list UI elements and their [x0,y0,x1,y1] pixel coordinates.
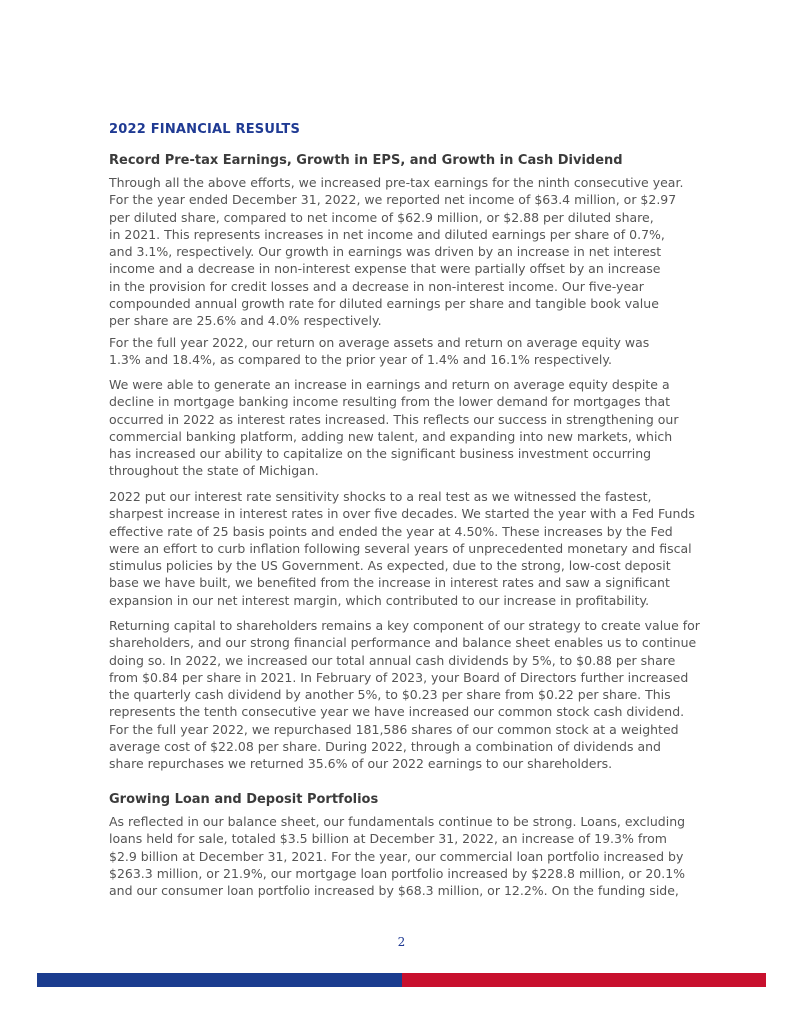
text-line: 1.3% and 18.4%, as compared to the prior year of 1.4% and 16.1% respectively. [109,352,612,368]
subhead-earnings: Record Pre-tax Earnings, Growth in EPS, and Growth in Cash Dividend [109,153,623,168]
text-line: effective rate of 25 basis points and ended the year at 4.50%. These increases by the Fed [109,523,673,539]
text-line: expansion in our net interest margin, which contributed to our increase in profitability. [109,592,650,608]
text-line: average cost of $22.08 per share. During 2022, through a combination of dividends and [109,739,661,755]
text-line: and our consumer loan portfolio increased by $68.3 million, or 12.2%. On the funding side, [109,883,679,899]
paragraph-returns [109,334,694,369]
text-line: compounded annual growth rate for diluted earnings per share and tangible book value [109,296,659,312]
text-line: loans held for sale, totaled $3.5 billion at December 31, 2022, an increase of 19.3% from [109,831,667,847]
text-line: base we have built, we benefited from the increase in interest rates and saw a significant [109,575,670,591]
text-line: doing so. In 2022, we increased our total annual cash dividends by 5%, to $0.88 per share [109,652,676,668]
text-line: occurred in 2022 as interest rates increased. This reflects our success in strengthening our [109,411,679,427]
text-line: per diluted share, compared to net income of $62.9 million, or $2.88 per diluted share, [109,209,654,225]
text-line: per share are 25.6% and 4.0% respectively. [109,313,382,329]
text-line: 2022 put our interest rate sensitivity shocks to a real test as we witnessed the fastest, [109,489,652,504]
paragraph-capital-return [109,617,700,773]
text-line: Returning capital to shareholders remains a key component of our strategy to create value for [109,618,700,633]
text-line: shareholders, and our strong financial performance and balance sheet enables us to continue [109,635,697,651]
text-line: $263.3 million, or 21.9%, our mortgage loan portfolio increased by $228.8 million, or 20.1% [109,865,686,881]
paragraph-interest-rates [109,488,694,609]
text-line: Through all the above efforts, we increased pre-tax earnings for the ninth consecutive year. [109,175,684,190]
page-number: 2 [397,935,406,949]
text-line: throughout the state of Michigan. [109,463,319,479]
text-line: We were able to generate an increase in earnings and return on average equity despite a [109,377,670,392]
text-line: income and a decrease in non-interest expense that were partially offset by an increase [109,261,661,277]
text-line: the quarterly cash dividend by another 5%, to $0.23 per share from $0.22 per share. This [109,687,671,703]
text-line: decline in mortgage banking income resulting from the lower demand for mortgages that [109,394,671,410]
paragraph-mortgage [109,376,694,480]
paragraph-loans [109,813,694,899]
footer-color-bar [37,973,766,987]
text-line: in the provision for credit losses and a decrease in non-interest income. Our five-year [109,278,644,294]
text-line: As reflected in our balance sheet, our fundamentals continue to be strong. Loans, excluding [109,814,686,829]
text-line: commercial banking platform, adding new talent, and expanding into new markets, which [109,428,673,444]
footer-bar-red [402,973,766,987]
text-line: For the year ended December 31, 2022, we reported net income of $63.4 million, or $2.97 [109,192,677,208]
text-line: has increased our ability to capitalize on the significant business investment occurring [109,446,652,462]
text-line: For the full year 2022, we repurchased 181,586 shares of our common stock at a weighted [109,721,679,737]
text-line: were an effort to curb inflation following several years of unprecedented monetary and fiscal [109,540,692,556]
text-line: stimulus policies by the US Government. As expected, due to the strong, low-cost deposit [109,558,671,574]
text-line: represents the tenth consecutive year we have increased our common stock cash dividend. [109,704,685,720]
text-line: sharpest increase in interest rates in over five decades. We started the year with a Fed Funds [109,506,695,522]
text-line: For the full year 2022, our return on average assets and return on average equity was [109,335,650,350]
text-line: and 3.1%, respectively. Our growth in earnings was driven by an increase in net interest [109,244,662,260]
footer-bar-blue [37,973,402,987]
text-line: share repurchases we returned 35.6% of our 2022 earnings to our shareholders. [109,756,613,772]
subhead-loans-deposits: Growing Loan and Deposit Portfolios [109,792,379,807]
text-line: $2.9 billion at December 31, 2021. For the year, our commercial loan portfolio increased by [109,848,684,864]
text-line: in 2021. This represents increases in net income and diluted earnings per share of 0.7%, [109,226,665,242]
text-line: from $0.84 per share in 2021. In February of 2023, your Board of Directors further increased [109,669,689,685]
paragraph-earnings [109,174,694,330]
section-title: 2022 FINANCIAL RESULTS [109,122,301,137]
